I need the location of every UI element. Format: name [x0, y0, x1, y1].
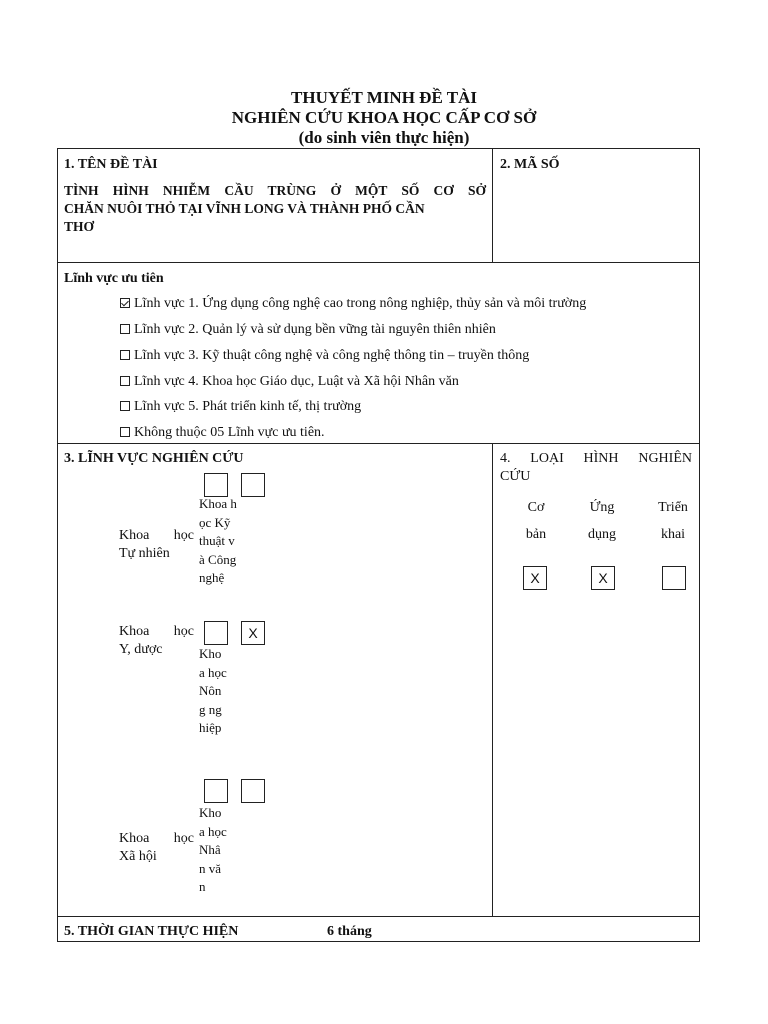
section3-label: 3. LĨNH VỰC NGHIÊN CỨU [64, 451, 244, 466]
section2-label: 2. MÃ SỐ [500, 157, 560, 172]
checkbox[interactable] [120, 401, 130, 411]
checkbox-social-science[interactable] [204, 779, 228, 803]
duration-value: 6 tháng [327, 924, 372, 939]
checkbox[interactable] [120, 376, 130, 386]
checkbox-humanities[interactable] [241, 779, 265, 803]
section4-label: 4. LOẠI HÌNH NGHIÊN [500, 451, 692, 466]
field-medicine-pharmacy: Khoa học Y, dược [119, 624, 194, 657]
checkbox[interactable] [120, 350, 130, 360]
doc-title-line1: THUYẾT MINH ĐỀ TÀI [291, 88, 477, 107]
checkbox-type-basic[interactable]: X [523, 566, 547, 590]
priority-item-5[interactable]: Lĩnh vực 5. Phát triển kinh tế, thị trường [120, 398, 361, 416]
type-development-label: Triển khai [658, 500, 688, 542]
row-divider [57, 443, 700, 444]
research-title-line3: THƠ [64, 219, 95, 234]
checkbox[interactable] [120, 324, 130, 334]
checkbox[interactable] [120, 427, 130, 437]
checkbox-natural-science[interactable] [204, 473, 228, 497]
field-natural-science: Khoa học Tự nhiên [119, 528, 194, 561]
type-applied-label: Ứng dụng [588, 500, 616, 542]
priority-item-6[interactable]: Không thuộc 05 Lĩnh vực ưu tiên. [120, 424, 325, 442]
field-engineering-tech-label: Khoa học Kỹ thuật và Công nghệ [199, 496, 237, 585]
priority-item-3[interactable]: Lĩnh vực 3. Kỹ thuật công nghệ và công nghệ thông tin – truyền thông [120, 347, 529, 365]
priority-item-1[interactable]: Lĩnh vực 1. Ứng dụng công nghệ cao trong nông nghiệp, thủy sản và môi trường [120, 295, 586, 313]
col-divider [492, 443, 493, 916]
priority-heading: Lĩnh vực ưu tiên [64, 271, 164, 286]
section1-label: 1. TÊN ĐỀ TÀI [64, 157, 158, 172]
checkbox-type-development[interactable] [662, 566, 686, 590]
col-divider [492, 148, 493, 262]
field-humanities-label: Khoa học Nhân văn [199, 805, 227, 894]
section5-label: 5. THỜI GIAN THỰC HIỆN [64, 924, 239, 939]
research-title-line1: TÌNH HÌNH NHIỄM CẦU TRÙNG Ở MỘT SỐ CƠ SỞ [64, 183, 486, 198]
priority-item-2[interactable]: Lĩnh vực 2. Quản lý và sử dụng bền vững tài nguyên thiên nhiên [120, 321, 496, 339]
checkbox-agriculture[interactable]: X [241, 621, 265, 645]
doc-title-line2: NGHIÊN CỨU KHOA HỌC CẤP CƠ SỞ [231, 108, 537, 127]
type-basic-label: Cơ bản [525, 500, 547, 542]
doc-title-line3: (do sinh viên thực hiện) [298, 128, 470, 147]
row-divider [57, 916, 700, 917]
row-divider [57, 262, 700, 263]
section4-label-cont: CỨU [500, 469, 531, 484]
field-social-science: Khoa học Xã hội [119, 831, 194, 864]
checkbox-medicine-pharmacy[interactable] [204, 621, 228, 645]
checkbox-engineering-tech[interactable] [241, 473, 265, 497]
priority-item-4[interactable]: Lĩnh vực 4. Khoa học Giáo dục, Luật và Xã hội Nhân văn [120, 373, 459, 391]
checkbox-type-applied[interactable]: X [591, 566, 615, 590]
research-title-line2: CHĂN NUÔI THỎ TẠI VĨNH LONG VÀ THÀNH PHỐ CẦN [64, 201, 425, 216]
checkbox-checked[interactable] [120, 298, 130, 308]
field-agriculture-label: Khoa học Nông nghiệp [199, 646, 227, 735]
